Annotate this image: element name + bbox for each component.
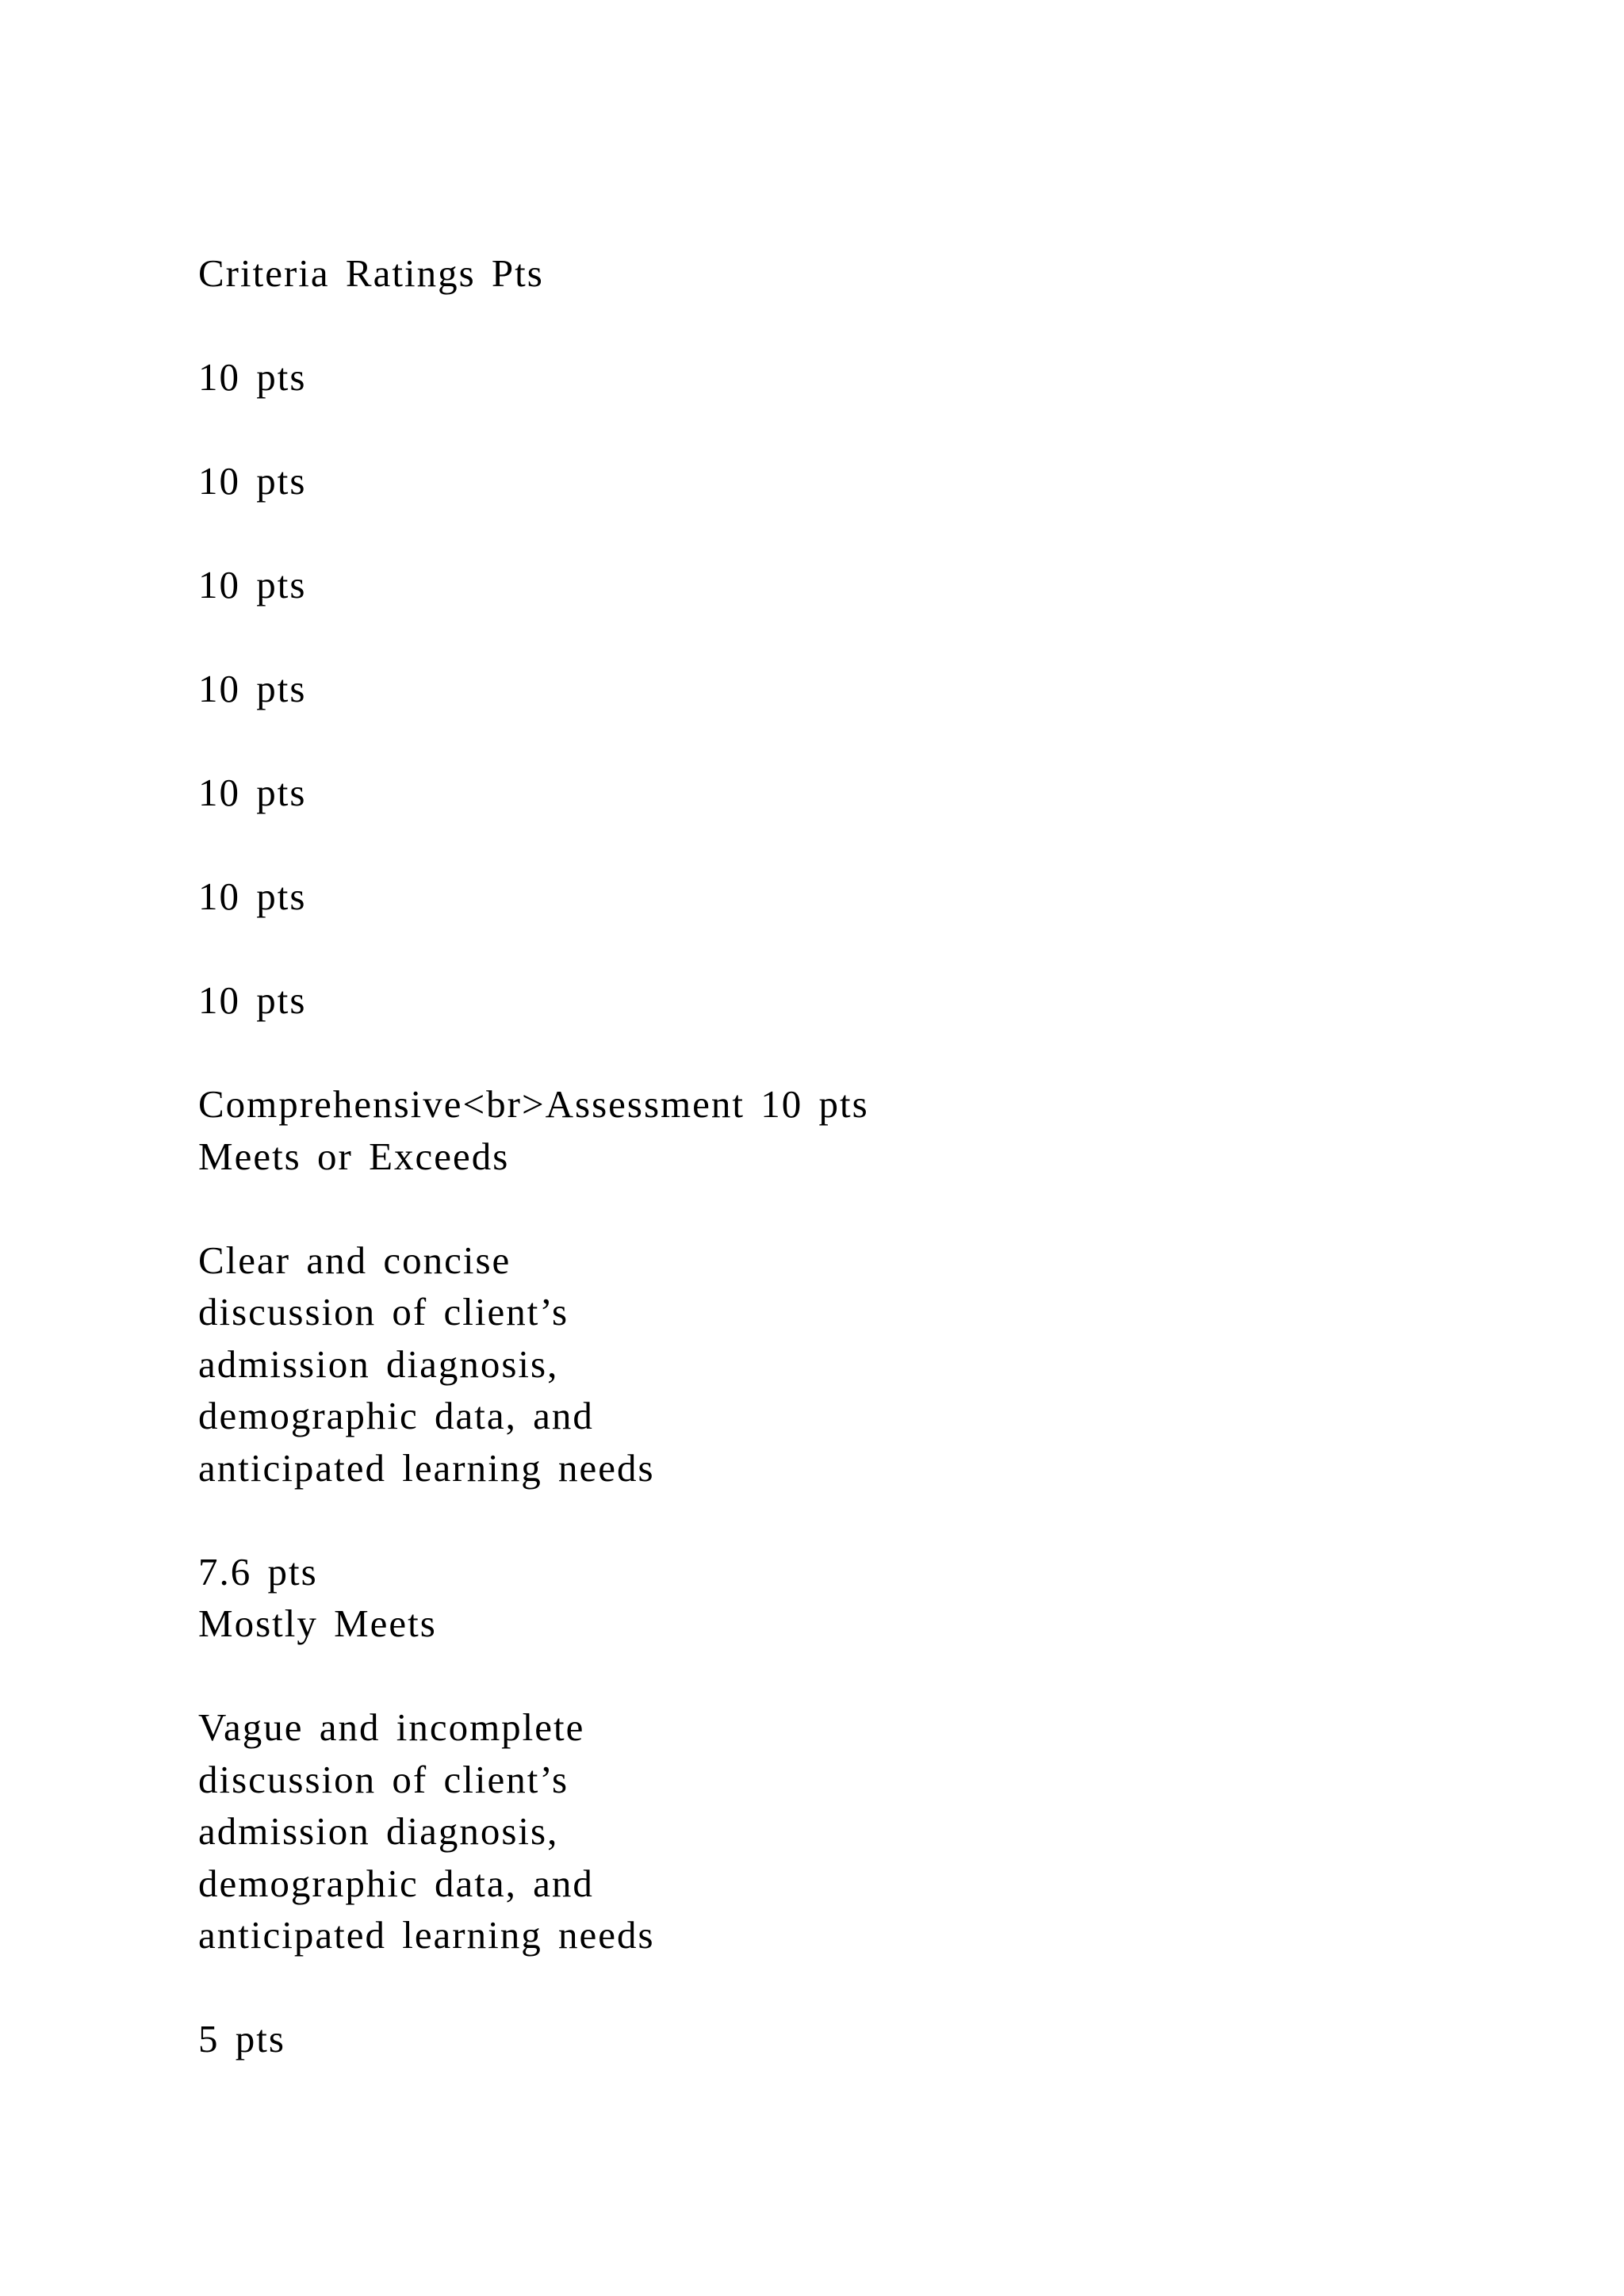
- pts-line: 10 pts: [198, 355, 307, 399]
- rating-description-line: admission diagnosis,: [198, 1341, 559, 1386]
- rating-description-line: demographic data, and: [198, 1394, 594, 1437]
- rating-label: Mostly Meets: [198, 1601, 437, 1645]
- rubric-text: [198, 247, 1546, 2065]
- criterion-title: Comprehensive<br>Assessment 10 pts: [198, 1082, 869, 1126]
- pts-line: 10 pts: [198, 978, 307, 1022]
- rubric-header: Criteria Ratings Pts: [198, 251, 544, 295]
- pts-line: 10 pts: [198, 874, 307, 918]
- rating-label: Meets or Exceeds: [198, 1134, 510, 1178]
- rating-description-line: demographic data, and: [198, 1861, 594, 1905]
- rating-description-line: discussion of client’s: [198, 1757, 569, 1801]
- rating-description-line: Clear and concise: [198, 1238, 511, 1282]
- pts-line: 10 pts: [198, 563, 307, 607]
- rating-points: 5 pts: [198, 2017, 285, 2061]
- spacer: [198, 1182, 1546, 1234]
- spacer: [198, 1494, 1546, 1546]
- rating-description-line: anticipated learning needs: [198, 1913, 655, 1957]
- pts-line: 10 pts: [198, 771, 307, 814]
- rating-description-line: discussion of client’s: [198, 1290, 569, 1334]
- spacer: [198, 1650, 1546, 1702]
- spacer: [198, 1961, 1546, 2014]
- rating-description-line: admission diagnosis,: [198, 1809, 559, 1853]
- pts-line: 10 pts: [198, 667, 307, 710]
- pts-line: 10 pts: [198, 459, 307, 503]
- rating-description-line: Vague and incomplete: [198, 1705, 585, 1749]
- rating-description-line: anticipated learning needs: [198, 1445, 655, 1490]
- rating-points: 7.6 pts: [198, 1549, 318, 1594]
